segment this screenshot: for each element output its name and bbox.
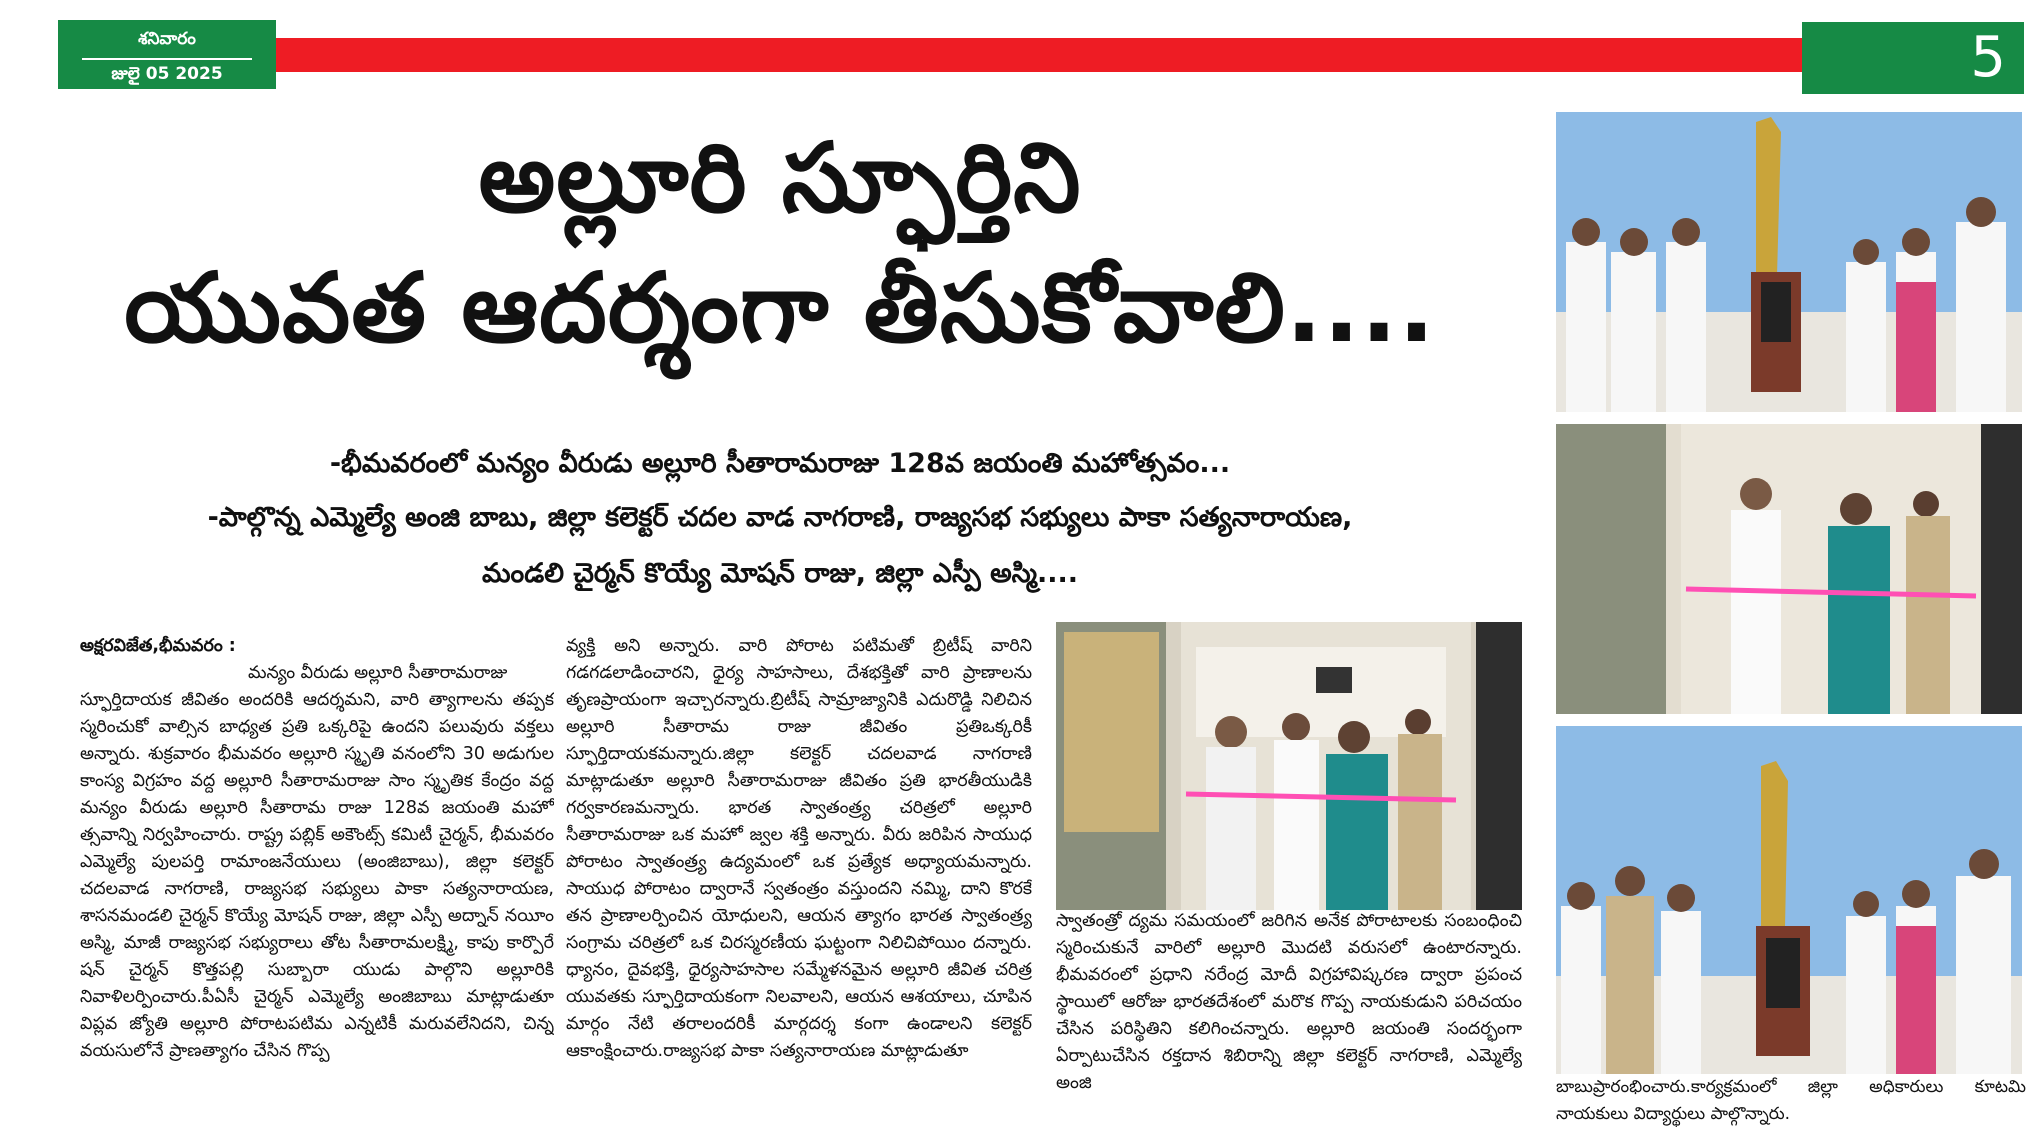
article-column-1	[80, 633, 554, 1123]
headline-line-1: అల్లూరి స్ఫూర్తిని	[478, 122, 1082, 234]
subhead-2: -పాల్గొన్న ఎమ్మెల్యే అంజి బాబు, జిల్లా కలెక్టర్ చదల వాడ నాగరాణి, రాజ్యసభ సభ్యులు పాకా సత్యనారాయణ,	[207, 502, 1353, 533]
ribbon-cutting-photo-small	[1556, 424, 2022, 714]
statue-crowd-photo	[1556, 726, 2022, 1074]
headline-line-2: యువత ఆదర్శంగా తీసుకోవాలి....	[124, 252, 1436, 364]
photo-caption: బాబుప్రారంభించారు.కార్యక్రమంలో జిల్లా అధికారులు కూటమి నాయకులు విద్యార్థులు పాల్గొన్నారు.	[1556, 1077, 2026, 1124]
header-red-bar	[276, 38, 1802, 72]
article-text-2: వ్యక్తి అని అన్నారు. వారి పోరాట పటిమతో బ్రిటీష్ వారిని గడగడలాడించారని, ధైర్య సాహసాలు, దేశభక్తితో వారి ప్రాణాలను తృణప్రాయంగా ఇచ్చారన్నారు.బ్రిటీష్ సామ్రాజ్యానికి ఎదురొడ్డి నిలిచిన అల్లూరి సీతారామ రాజు జీవితం ప్రతిఒక్కరికీ స్ఫూర్తిదాయకమన్నారు.జిల్లా కలెక్టర్ చదలవాడ నాగరాణి మాట్లాడుతూ అల్లూరి సీతారామరాజు జీవితం ప్రతి భారతీయుడికి గర్వకారణమన్నారు. భారత స్వాతంత్ర్య చరిత్రలో అల్లూరి సీతారామరాజు ఒక మహో జ్వల శక్తి అన్నారు. వీరు జరిపిన సాయుధ పోరాటం స్వాతంత్ర్య ఉద్యమంలో ఒక ప్రత్యేక అధ్యాయమన్నారు. సాయుధ పోరాటం ద్వారానే స్వతంత్రం వస్తుందని నమ్మి, దాని కొరకే తన ప్రాణాలర్పించిన యోధులని, ఆయన త్యాగం భారత స్వాతంత్ర్య సంగ్రామ చరిత్రలో ఒక చిరస్మరణీయ ఘట్టంగా నిలిచిపోయిం దన్నారు. ధ్యానం, దైవభక్తి, ధైర్యసాహసాల సమ్మేళనమైన అల్లూరి జీవిత చరిత్ర యువతకు స్ఫూర్తిదాయకంగా నిలవాలని, ఆయన ఆశయాలు, చూపిన మార్గం నేటి తరాలందరికీ మార్గదర్శ కంగా ఉండాలని కలెక్టర్ ఆకాంక్షించారు.రాజ్యసభ పాకా సత్యనారాయణ మాట్లాడుతూ	[566, 636, 1032, 1061]
article-column-2	[566, 633, 1032, 1123]
article-column-3	[1056, 908, 1522, 1123]
page-number-box	[1802, 22, 2024, 94]
article-dateline: అక్షరవిజేత,భీమవరం :	[80, 636, 236, 656]
issue-day: శనివారం	[138, 29, 196, 49]
article-text-3: స్వాతంత్రో ద్యమ సమయంలో జరిగిన అనేక పోరాటాలకు సంబంధించి స్మరించుకునే వారిలో అల్లూరి మొదటి వరుసలో ఉంటారన్నారు. భీమవరంలో ప్రధాని నరేంద్ర మోదీ విగ్రహావిష్కరణ ద్వారా ప్రపంచ స్థాయిలో ఆరోజు భారతదేశంలో మరొక గొప్ప నాయకుడుని పరిచయం చేసిన పరిస్థితిని కలిగించన్నారు. అల్లూరి జయంతి సందర్భంగా ఏర్పాటుచేసిన రక్తదాన శిబిరాన్ని జిల్లా కలెక్టర్ నాగరాణి, ఎమ్మెల్యే అంజి	[1056, 911, 1522, 1093]
article-text-1: స్ఫూర్తిదాయక జీవితం అందరికి ఆదర్శమని, వారి త్యాగాలను తప్పక స్మరించుకో వాల్సిన బాధ్యత ప్రతి ఒక్కరిపై ఉందని పలువురు వక్తలు అన్నారు. శుక్రవారం భీమవరం అల్లూరి స్మృతి వనంలోని 30 అడుగుల కాంస్య విగ్రహం వద్ద అల్లూరి సీతారామరాజు సాం స్మృతిక కేంద్రం వద్ద మన్యం వీరుడు అల్లూరి సీతారామ రాజు 128వ జయంతి మహో త్సవాన్ని నిర్వహించారు. రాష్ట్ర పబ్లిక్ అకౌంట్స్ కమిటీ చైర్మన్, భీమవరం ఎమ్మెల్యే పులపర్తి రామాంజనేయులు (అంజిబాబు), జిల్లా కలెక్టర్ చదలవాడ నాగరాణి, రాజ్యసభ సభ్యులు పాకా సత్యనారాయణ, శాసనమండలి చైర్మన్ కొయ్యే మోషన్ రాజు, జిల్లా ఎస్పీ అద్నాన్ నయీం అస్మి, మాజీ రాజ్యసభ సభ్యురాలు తోట సీతారామలక్ష్మి, కాపు కార్పొరే షన్ చైర్మన్ కొత్తపల్లి సుబ్బారా యుడు పాల్గొని అల్లూరికి నివాళిలర్పించారు.పీఏసీ చైర్మన్ ఎమ్మెల్యే అంజిబాబు మాట్లాడుతూ విప్లవ జ్యోతి అల్లూరి పోరాటపటిమ ఎన్నటికీ మరువలేనిదని, చిన్న వయసులోనే ప్రాణత్యాగం చేసిన గొప్ప	[80, 690, 554, 1061]
ribbon-cutting-photo-large	[1056, 622, 1522, 910]
date-divider	[82, 58, 252, 60]
subhead-1: -భీమవరంలో మన్యం వీరుడు అల్లూరి సీతారామరాజు 128వ జయంతి మహోత్సవం...	[329, 448, 1231, 479]
statue-garland-photo	[1556, 112, 2022, 412]
issue-date: జులై 05 2025	[111, 64, 223, 84]
article-lead: మన్యం వీరుడు అల్లూరి సీతారామరాజు	[248, 663, 508, 683]
headline	[60, 118, 1500, 368]
page-number: 5	[1970, 25, 2006, 90]
date-box	[58, 20, 276, 89]
subhead-3: మండలి చైర్మన్ కొయ్యే మోషన్ రాజు, జిల్లా ఎస్పీ అస్మి....	[481, 558, 1079, 589]
